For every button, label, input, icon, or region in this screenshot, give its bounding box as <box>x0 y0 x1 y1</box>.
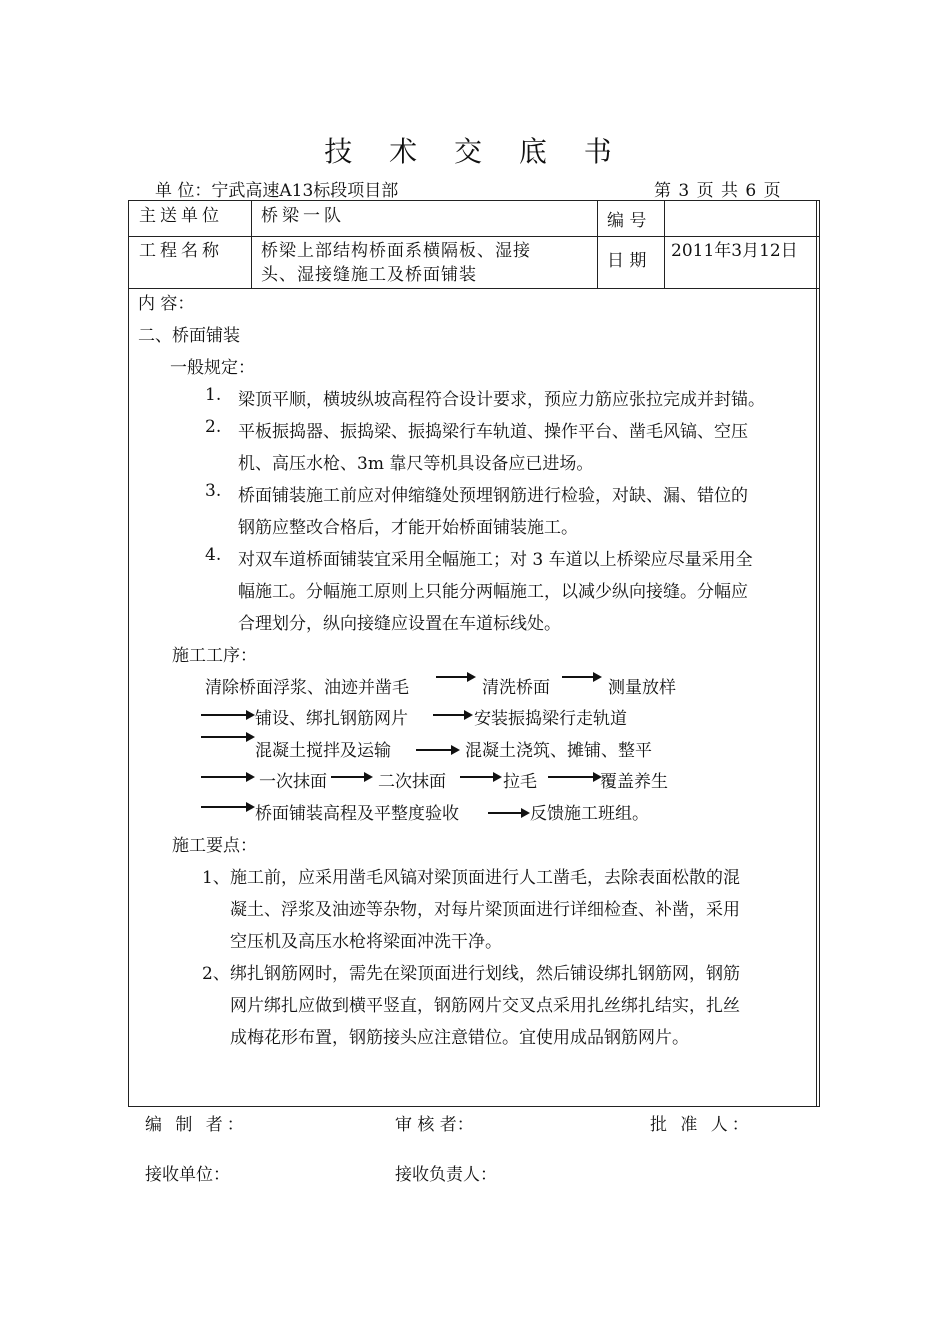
general-heading: 一般规定： <box>170 358 255 378</box>
sender-value: 桥梁一队 <box>261 206 345 226</box>
flow-arrow-icon <box>331 776 371 778</box>
process-step: 混凝土浇筑、摊铺、整平 <box>465 741 652 761</box>
process-step: 测量放样 <box>608 678 676 698</box>
approver-label: 批 准 人： <box>650 1115 753 1135</box>
page-number: 第 3 页 共 6 页 <box>654 181 782 201</box>
point-text: 网片绑扎应做到横平竖直，钢筋网片交叉点采用扎丝绑扎结实，扎丝 <box>230 996 740 1016</box>
flow-arrow-icon <box>201 806 253 808</box>
receiver-person-label: 接收负责人： <box>395 1165 497 1185</box>
point-text: 施工前，应采用凿毛风镐对梁顶面进行人工凿毛，去除表面松散的混 <box>230 868 740 888</box>
process-step: 二次抹面 <box>378 772 446 792</box>
col-divider <box>664 201 665 288</box>
item-text: 梁顶平顺，横坡纵坡高程符合设计要求，预应力筋应张拉完成并封锚。 <box>238 390 765 410</box>
process-step: 混凝土搅拌及运输 <box>255 741 391 761</box>
process-step: 桥面铺装高程及平整度验收 <box>255 804 459 824</box>
flow-arrow-icon <box>416 749 458 751</box>
date-label: 日 期 <box>607 251 647 271</box>
point-number: 1、 <box>202 868 230 888</box>
process-step: 反馈施工班组。 <box>530 804 649 824</box>
receiver-unit-label: 接收单位： <box>145 1165 230 1185</box>
item-number: 4. <box>205 545 222 565</box>
flow-arrow-icon <box>562 676 600 678</box>
flow-arrow-icon <box>433 714 471 716</box>
reviewer-label: 审 核 者： <box>395 1115 474 1135</box>
item-number: 3. <box>205 481 222 501</box>
item-text: 平板振捣器、振捣梁、振捣梁行车轨道、操作平台、凿毛风镐、空压 <box>238 422 748 442</box>
point-text: 空压机及高压水枪将梁面冲洗干净。 <box>230 932 502 952</box>
point-text: 绑扎钢筋网时，需先在梁顶面进行划线，然后铺设绑扎钢筋网，钢筋 <box>230 964 740 984</box>
flow-arrow-icon <box>201 714 253 716</box>
col-divider <box>251 201 252 288</box>
process-step: 清除桥面浮浆、油迹并凿毛 <box>205 678 409 698</box>
flow-arrow-icon <box>201 776 253 778</box>
project-value-line2: 头、湿接缝施工及桥面铺装 <box>261 265 477 285</box>
row-divider <box>129 236 819 237</box>
flow-arrow-icon <box>460 776 500 778</box>
process-step: 清洗桥面 <box>482 678 550 698</box>
process-step: 安装振捣梁行走轨道 <box>474 709 627 729</box>
flow-arrow-icon <box>548 776 600 778</box>
unit-line: 单 位：宁武高速A13标段项目部 <box>155 181 399 201</box>
point-text: 成梅花形布置，钢筋接头应注意错位。宜使用成品钢筋网片。 <box>230 1028 689 1048</box>
process-heading: 施工工序： <box>172 646 257 666</box>
point-number: 2、 <box>202 964 230 984</box>
col-divider <box>597 201 598 288</box>
item-text: 幅施工。分幅施工原则上只能分两幅施工，以减少纵向接缝。分幅应 <box>238 582 748 602</box>
process-step: 铺设、绑扎钢筋网片 <box>255 709 408 729</box>
row-divider <box>129 288 819 289</box>
project-label: 工程名称 <box>139 241 223 261</box>
item-text: 桥面铺装施工前应对伸缩缝处预埋钢筋进行检验，对缺、漏、错位的 <box>238 486 748 506</box>
item-text: 机、高压水枪、3m 靠尺等机具设备应已进场。 <box>238 454 594 474</box>
process-step: 一次抹面 <box>259 772 327 792</box>
flow-arrow-icon <box>488 812 528 814</box>
number-label: 编 号 <box>607 211 647 231</box>
item-text: 钢筋应整改合格后，才能开始桥面铺装施工。 <box>238 518 578 538</box>
sender-label: 主送单位 <box>139 206 223 226</box>
content-label: 内 容： <box>138 294 195 314</box>
flow-arrow-icon <box>201 736 253 738</box>
item-text: 合理划分，纵向接缝应设置在车道标线处。 <box>238 614 561 634</box>
flow-arrow-icon <box>436 676 474 678</box>
point-text: 凝土、浮浆及油迹等杂物，对每片梁顶面进行详细检查、补凿，采用 <box>230 900 740 920</box>
points-heading: 施工要点： <box>172 836 257 856</box>
compiler-label: 编 制 者： <box>145 1115 248 1135</box>
process-step: 覆盖养生 <box>600 772 668 792</box>
process-step: 拉毛 <box>503 772 537 792</box>
date-value: 2011年3月12日 <box>671 241 798 261</box>
project-value-line1: 桥梁上部结构桥面系横隔板、湿接 <box>261 241 531 261</box>
document-title: 技 术 交 底 书 <box>324 135 626 168</box>
item-number: 1. <box>205 385 222 405</box>
item-text: 对双车道桥面铺装宜采用全幅施工；对 3 车道以上桥梁应尽量采用全 <box>238 550 753 570</box>
section-heading: 二、桥面铺装 <box>138 326 240 346</box>
item-number: 2. <box>205 417 222 437</box>
